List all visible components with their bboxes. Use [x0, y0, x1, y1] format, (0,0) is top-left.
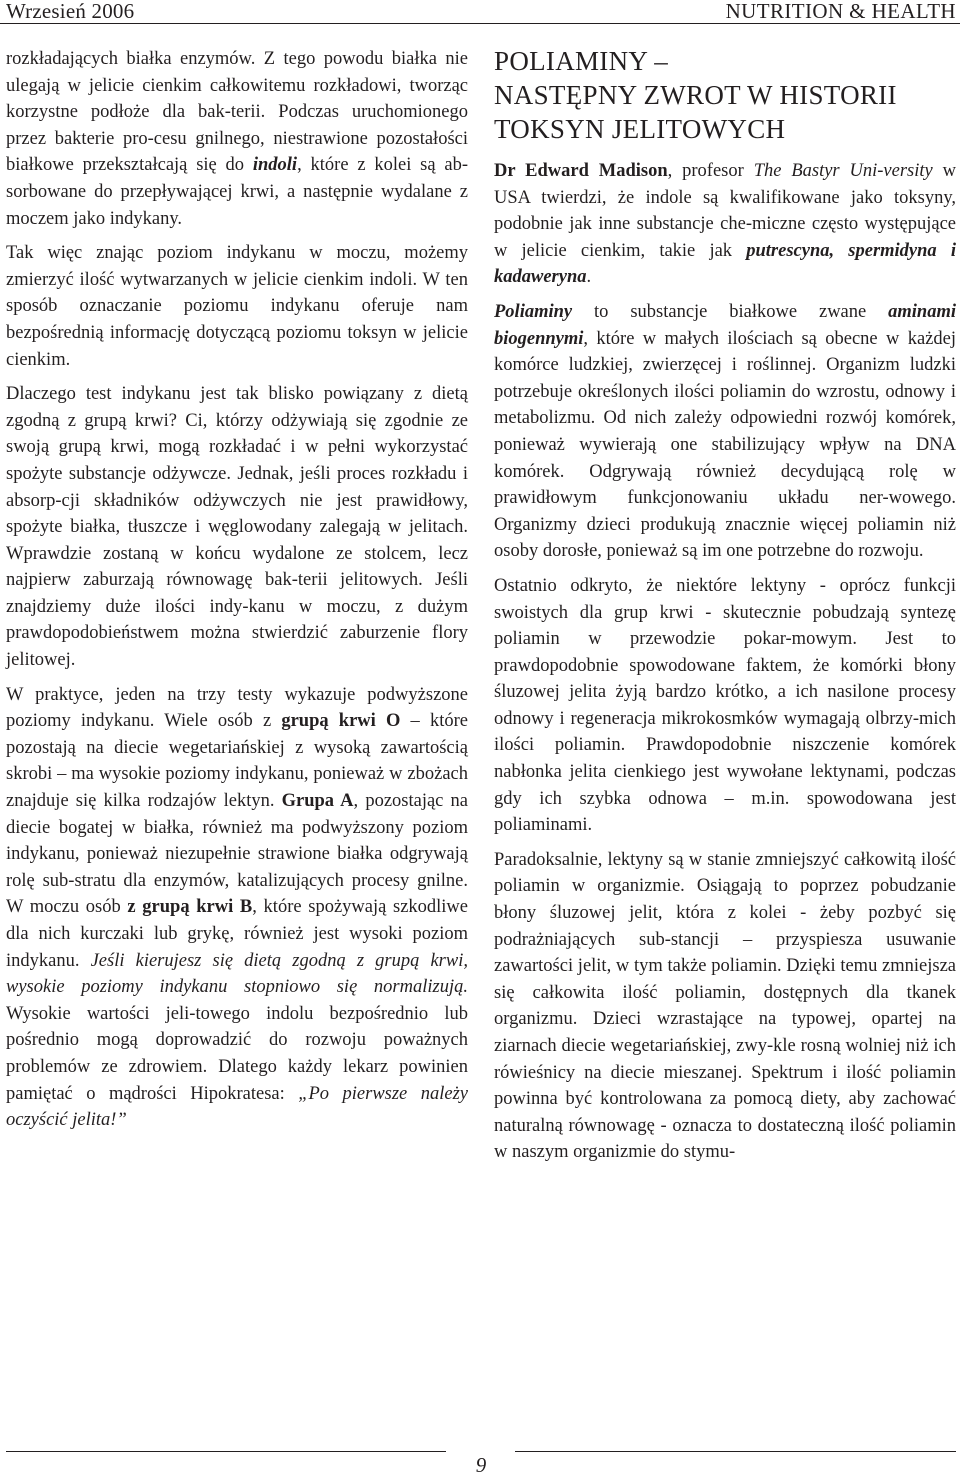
paragraph: Paradoksalnie, lektyny są w stanie zmniejszyć całkowitą ilość poliamin w organizmie. Osiągają to poprzez pobudzanie błony śluzowej jelit, która z kolei - żeby pozbyć się podrażniających sub-stancji – przyspiesza usuwanie zawartości jelit, w tym także poliamin. Dzięki temu zmniejsza się całkowita ilość poliamin, dostępnych dla tkanek organizmu. Dzieci wzrastające na typowej, opartej na ziarnach diecie wegetariańskiej, zwy-kle rosną wolniej niż ich rówieśnicy na diecie mieszanej. Spektrum i ilość poliamin powinna być kontrolowana za pomocą diety, aby zachować naturalną równowagę - oznacza to dostateczną ilość poliamin w naszym organizmie do stymu- — [494, 849, 956, 1163]
footer-rule-right — [515, 1451, 956, 1452]
page-number: 9 — [475, 1453, 487, 1477]
paragraph: Poliaminy to substancje białkowe zwane aminami biogennymi, które w małych ilościach są obecne w każdej komórce ludzkiej, zwierzęcej i roślinnej. Organizm ludzki potrzebuje określonych ilości poliamin do wzrostu, odnowy i metabolizmu. Od nich zależy odpowiedni rozwój komórek, ponieważ wywierają one stabilizujący wpływ na DNA komórek. Odgrywają również decydującą rolę w prawidłowym funkcjonowaniu układu ner-wowego. Organizmy dzieci produkują znacznie więcej poliamin niż osoby dorosłe, ponieważ są im one potrzebne do rozwoju. — [494, 301, 956, 562]
paragraph: rozkładających białka enzymów. Z tego powodu białka nie ulegają w jelicie cienkim całkowitemu rozkładowi, tworząc korzystne podłoże dla bak-terii. Podczas uruchomionego przez bakterie pro-cesu gnilnego, niestrawione pozostałości białkowe przekształcają się do indoli, które z kolei są ab-sorbowane do przepływającej krwi, a następnie wydalane z moczem jako indykany. — [6, 49, 468, 229]
header-date: Wrzesień 2006 — [6, 0, 135, 23]
paragraph: Dlaczego test indykanu jest tak blisko powiązany z dietą zgodną z grupą krwi? Ci, którzy odżywiają się zgodnie ze swoją grupą krwi, mogą rozkładać i w pełni wykorzystać spożyte substancje odżywcze. Jednak, jeśli proces rozkładu i absorp-cji składników odżywczych nie jest prawidłowy, spożyte białka, tłuszcze i węglowodany zalegają w jelitach. Wprawdzie zostaną w końcu wydalone ze stolcem, lecz najpierw zaburzają równowagę bak-terii jelitowych. Jeśli znajdziemy duże ilości indy-kanu w moczu, z dużym prawdopodobieństwem można stwierdzić zaburzenie flory jelitowej. — [6, 384, 468, 671]
footer-rule-left — [6, 1451, 446, 1452]
left-column — [6, 46, 468, 1142]
paragraph: W praktyce, jeden na trzy testy wykazuje podwyższone poziomy indykanu. Wiele osób z grupą krwi O – które pozostają na diecie wegetariańskiej z wysoką zawartością skrobi – ma wysokie poziomy indykanu, ponieważ w zbożach znajduje się kilka rodzajów lektyn. Grupa A, pozostając na diecie bogatej w białka, również ma podwyższony poziom indykanu, ponieważ niezupełnie strawione białka odgrywają rolę sub-stratu dla enzymów, katalizujących procesy gnilne. W moczu osób z grupą krwi B, które spożywają szkodliwe dla nich kurczaki lub grykę, również jest wysoki poziom indykanu. Jeśli kierujesz się dietą zgodną z grupą krwi, wysokie poziomy indykanu stopniowo się normalizują. Wysokie wartości jeli-towego indolu bezpośrednio lub pośrednio mogą doprowadzić do rozwoju poważnych problemów ze zdrowiem. Dlatego każdy lekarz powinien pamiętać o mądrości Hipokratesa: „Po pierwsze należy oczyścić jelita!” — [6, 684, 469, 1131]
paragraph: Ostatnio odkryto, że niektóre lektyny - oprócz funkcji swoistych dla grup krwi - skutecznie pobudzają syntezę poliamin w przewodzie pokar-mowym. Jest to prawdopodobnie spowodowane faktem, że komórki błony śluzowej jelita żyją bardzo krótko, a ich nasilone procesy odnowy i regeneracja mikrokosmków wymagają olbrzy-mich ilości poliamin. Prawdopodobnie niszczenie komórek nabłonka jelita cienkiego jest wywołane lektynami, podczas gdy ich szybka odnowa – m.in. spowodowana jest poliaminami. — [494, 575, 956, 836]
section-title: POLIAMINY – NASTĘPNY ZWROT W HISTORII TOKSYN JELITOWYCH — [494, 46, 897, 144]
header-rule — [0, 23, 960, 24]
paragraph: Tak więc znając poziom indykanu w moczu, możemy zmierzyć ilość wytwarzanych w jelicie cienkim indoli. W ten sposób oznaczanie poziomu indykanu oferuje nam bezpośrednią informację dotyczącą poziomu toksyn w jelicie cienkim. — [6, 243, 468, 370]
paragraph: Dr Edward Madison, profesor The Bastyr Uni-versity w USA twierdzi, że indole są kwalifikowane jako toksyny, podobnie jak inne substancje che-miczne często występujące w jelicie cienkim, takie jak putrescyna, spermidyna i kadaweryna. — [494, 161, 957, 288]
header-journal-title: NUTRITION & HEALTH — [725, 0, 956, 23]
right-column — [494, 44, 956, 1174]
running-header — [0, 0, 960, 26]
